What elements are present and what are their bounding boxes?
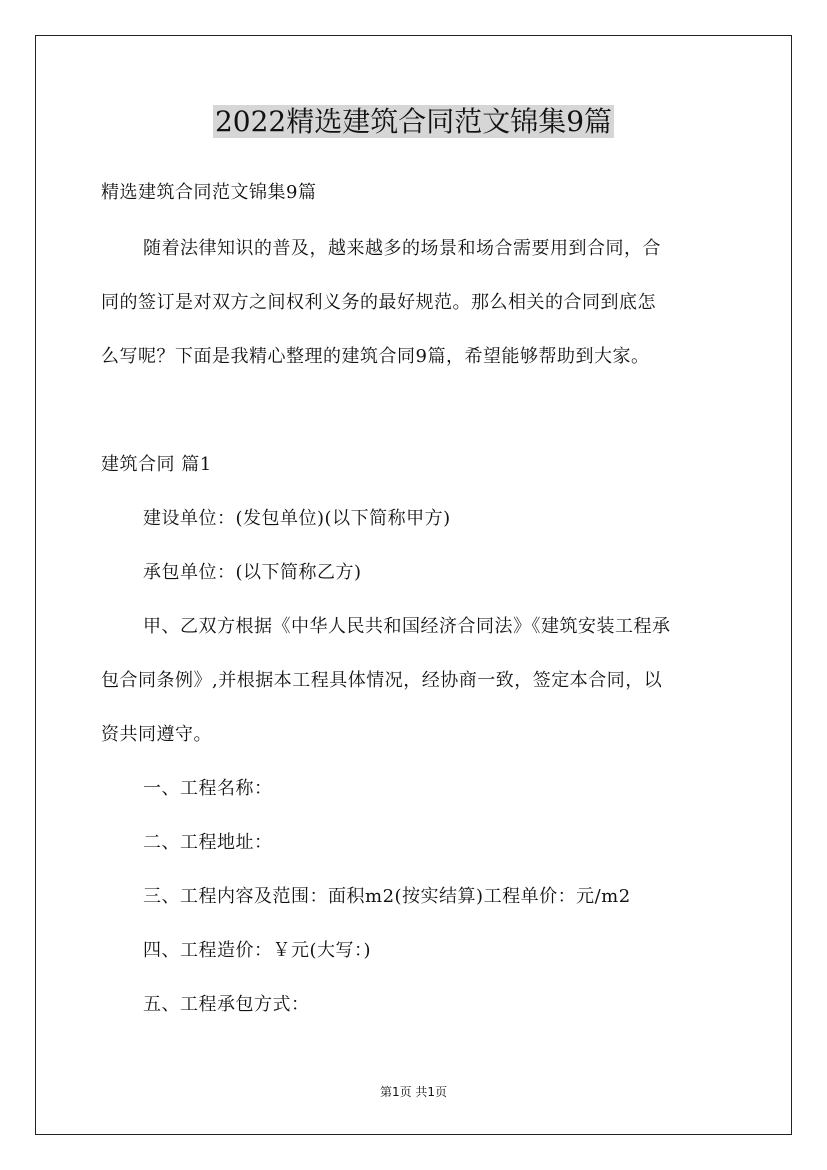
- clause-party-b: 承包单位：(以下简称乙方): [143, 562, 362, 583]
- preamble-line-2: 包合同条例》,并根据本工程具体情况，经协商一致，签定本合同，以: [101, 670, 663, 691]
- clause-item-2: 二、工程地址：: [143, 832, 273, 853]
- document-subtitle: 精选建筑合同范文锦集9篇: [101, 182, 317, 203]
- clause-item-4: 四、工程造价：￥元(大写：): [143, 940, 372, 961]
- intro-line-3: 么写呢？下面是我精心整理的建筑合同9篇，希望能够帮助到大家。: [101, 346, 650, 367]
- page-number-footer: 第1页 共1页: [379, 1085, 448, 1099]
- section-heading: 建筑合同 篇1: [101, 454, 212, 475]
- document-title-text: 2022精选建筑合同范文锦集9篇: [214, 105, 613, 138]
- document-title: [0, 98, 827, 146]
- clause-item-1: 一、工程名称：: [143, 778, 273, 799]
- clause-item-5: 五、工程承包方式：: [143, 994, 310, 1015]
- clause-item-3: 三、工程内容及范围：面积m2(按实结算)工程单价：元/m2: [143, 886, 631, 907]
- intro-line-1: 随着法律知识的普及，越来越多的场景和场合需要用到合同，合: [143, 238, 661, 259]
- clause-party-a: 建设单位：(发包单位)(以下简称甲方): [143, 508, 451, 529]
- preamble-line-1: 甲、乙双方根据《中华人民共和国经济合同法》《建筑安装工程承: [143, 616, 671, 637]
- intro-line-2: 同的签订是对双方之间权利义务的最好规范。那么相关的合同到底怎: [101, 292, 656, 313]
- preamble-line-3: 资共同遵守。: [101, 724, 212, 745]
